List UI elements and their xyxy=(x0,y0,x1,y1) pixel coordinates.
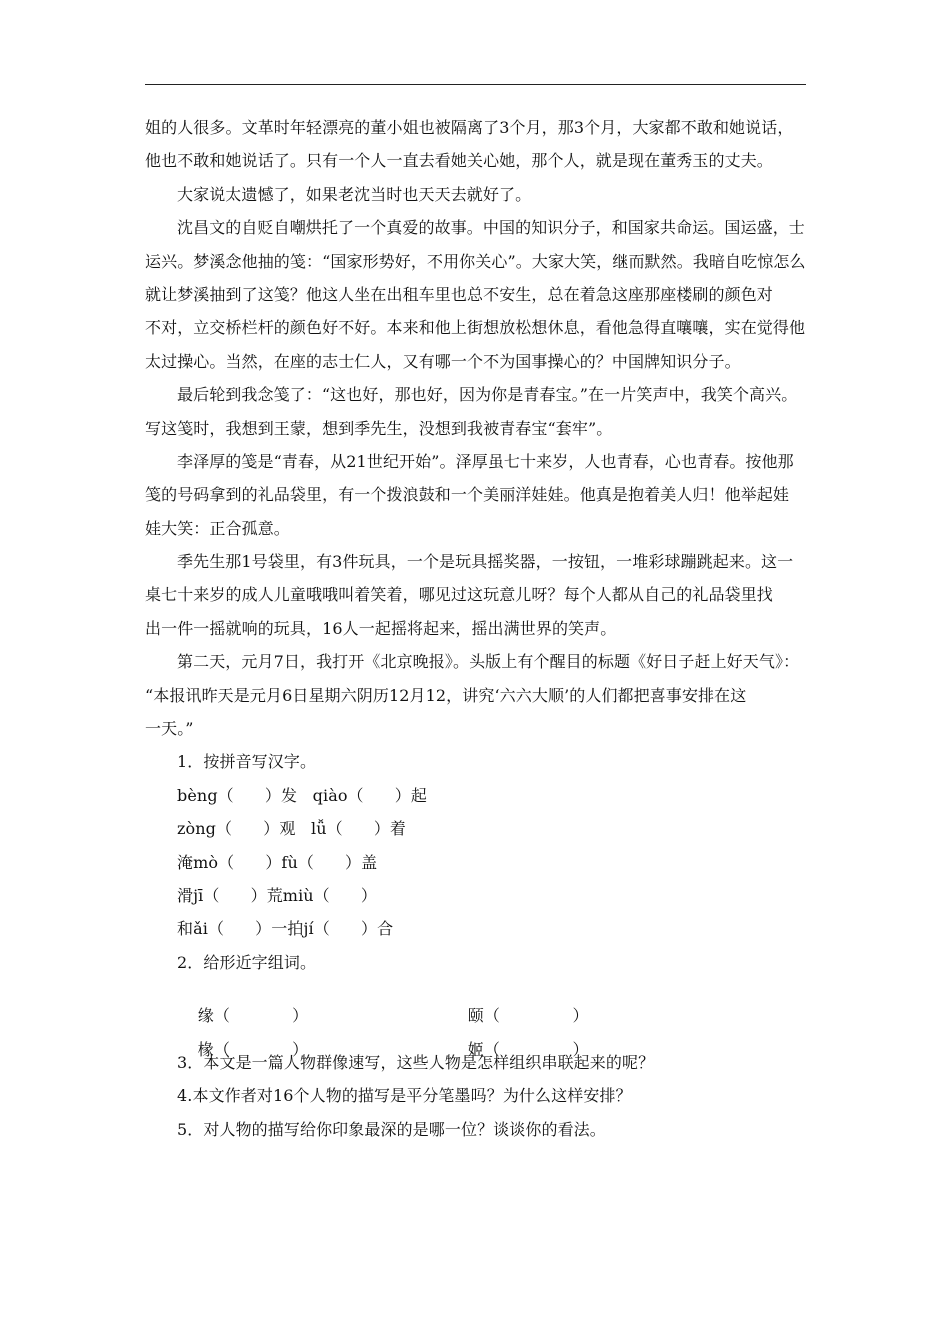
passage-line: 李泽厚的笺是“青春，从21世纪开始”。泽厚虽七十来岁，人也青春，心也青春。按他那 xyxy=(177,451,794,471)
passage-line: 就让梦溪抽到了这笺？他这人坐在出租车里也总不安生，总在着急这座那座楼刷的颜色对 xyxy=(145,284,773,304)
passage-line: 运兴。梦溪念他抽的笺：“国家形势好，不用你关心”。大家大笑，继而默然。我暗自吃惊怎么 xyxy=(145,251,806,271)
passage-line: 笺的号码拿到的礼品袋里，有一个拨浪鼓和一个美丽洋娃娃。他真是抱着美人归！他举起娃 xyxy=(145,485,790,505)
pinyin-row: 和ǎi（ ）一拍jí（ ）合 xyxy=(177,919,394,939)
passage-line: 最后轮到我念笺了：“这也好，那也好，因为你是青春宝。”在一片笑声中，我笑个高兴。 xyxy=(177,385,798,405)
question-3: 3．本文是一篇人物群像速写，这些人物是怎样组织串联起来的呢？ xyxy=(177,1052,655,1072)
question-2-title: 2．给形近字组词。 xyxy=(177,952,317,972)
pinyin-row: 滑jī（ ）荒miù（ ） xyxy=(177,885,378,905)
word-pair-right: 颐（ ） xyxy=(467,1006,589,1026)
pinyin-row: zòng（ ）观 lǚ（ ）着 xyxy=(177,819,407,839)
passage-line: 大家说太遗憾了，如果老沈当时也天天去就好了。 xyxy=(177,184,532,204)
passage-line: 沈昌文的自贬自嘲烘托了一个真爱的故事。中国的知识分子，和国家共命运。国运盛，士 xyxy=(177,218,805,238)
question-1-title: 1．按拼音写汉字。 xyxy=(177,752,317,772)
word-pair-row xyxy=(145,986,815,1026)
passage-line: 姐的人很多。文革时年轻漂亮的董小姐也被隔离了3个月，那3个月，大家都不敢和她说话， xyxy=(145,118,794,137)
pinyin-row: bèng（ ）发 qiào（ ）起 xyxy=(177,785,427,805)
passage-line: 太过操心。当然，在座的志士仁人，又有哪一个不为国事操心的？中国牌知识分子。 xyxy=(145,351,741,371)
pinyin-row: 淹mò（ ）fù（ ）盖 xyxy=(177,852,378,872)
passage-line: 出一件一摇就响的玩具，16人一起摇将起来，摇出满世界的笑声。 xyxy=(145,618,617,638)
word-pair-left: 椽（ ） xyxy=(197,1039,309,1059)
passage-line: 桌七十来岁的成人儿童哦哦叫着笑着，哪见过这玩意儿呀？每个人都从自己的礼品袋里找 xyxy=(145,585,773,605)
question-4: 4.本文作者对16个人物的描写是平分笔墨吗？为什么这样安排？ xyxy=(177,1086,632,1106)
passage-line: 写这笺时，我想到王蒙，想到季先生，没想到我被青春宝“套牢”。 xyxy=(145,418,613,438)
question-5: 5．对人物的描写给你印象最深的是哪一位？谈谈你的看法。 xyxy=(177,1119,606,1139)
passage-line: “本报讯昨天是元月6日星期六阴历12月12，讲究‘六六大顺’的人们都把喜事安排在这 xyxy=(145,685,747,705)
passage-line: 娃大笑：正合孤意。 xyxy=(145,518,290,538)
passage-line: 第二天，元月7日，我打开《北京晚报》。头版上有个醒目的标题《好日子赶上好天气》： xyxy=(177,652,800,672)
document-body xyxy=(145,118,815,1153)
passage-line: 一天。” xyxy=(145,719,194,739)
passage-line: 不对，立交桥栏杆的颜色好不好。本来和他上街想放松想休息，看他急得直嚷嚷，实在觉得他 xyxy=(145,318,806,338)
header-rule xyxy=(145,84,806,85)
word-pair-left: 缘（ ） xyxy=(197,1006,309,1026)
word-pair-right: 姬（ ） xyxy=(467,1039,589,1059)
passage-line: 季先生那1号袋里，有3件玩具，一个是玩具摇奖器，一按钮，一堆彩球蹦跳起来。这一 xyxy=(177,552,794,572)
passage-line: 他也不敢和她说话了。只有一个人一直去看她关心她，那个人，就是现在董秀玉的丈夫。 xyxy=(145,151,773,171)
